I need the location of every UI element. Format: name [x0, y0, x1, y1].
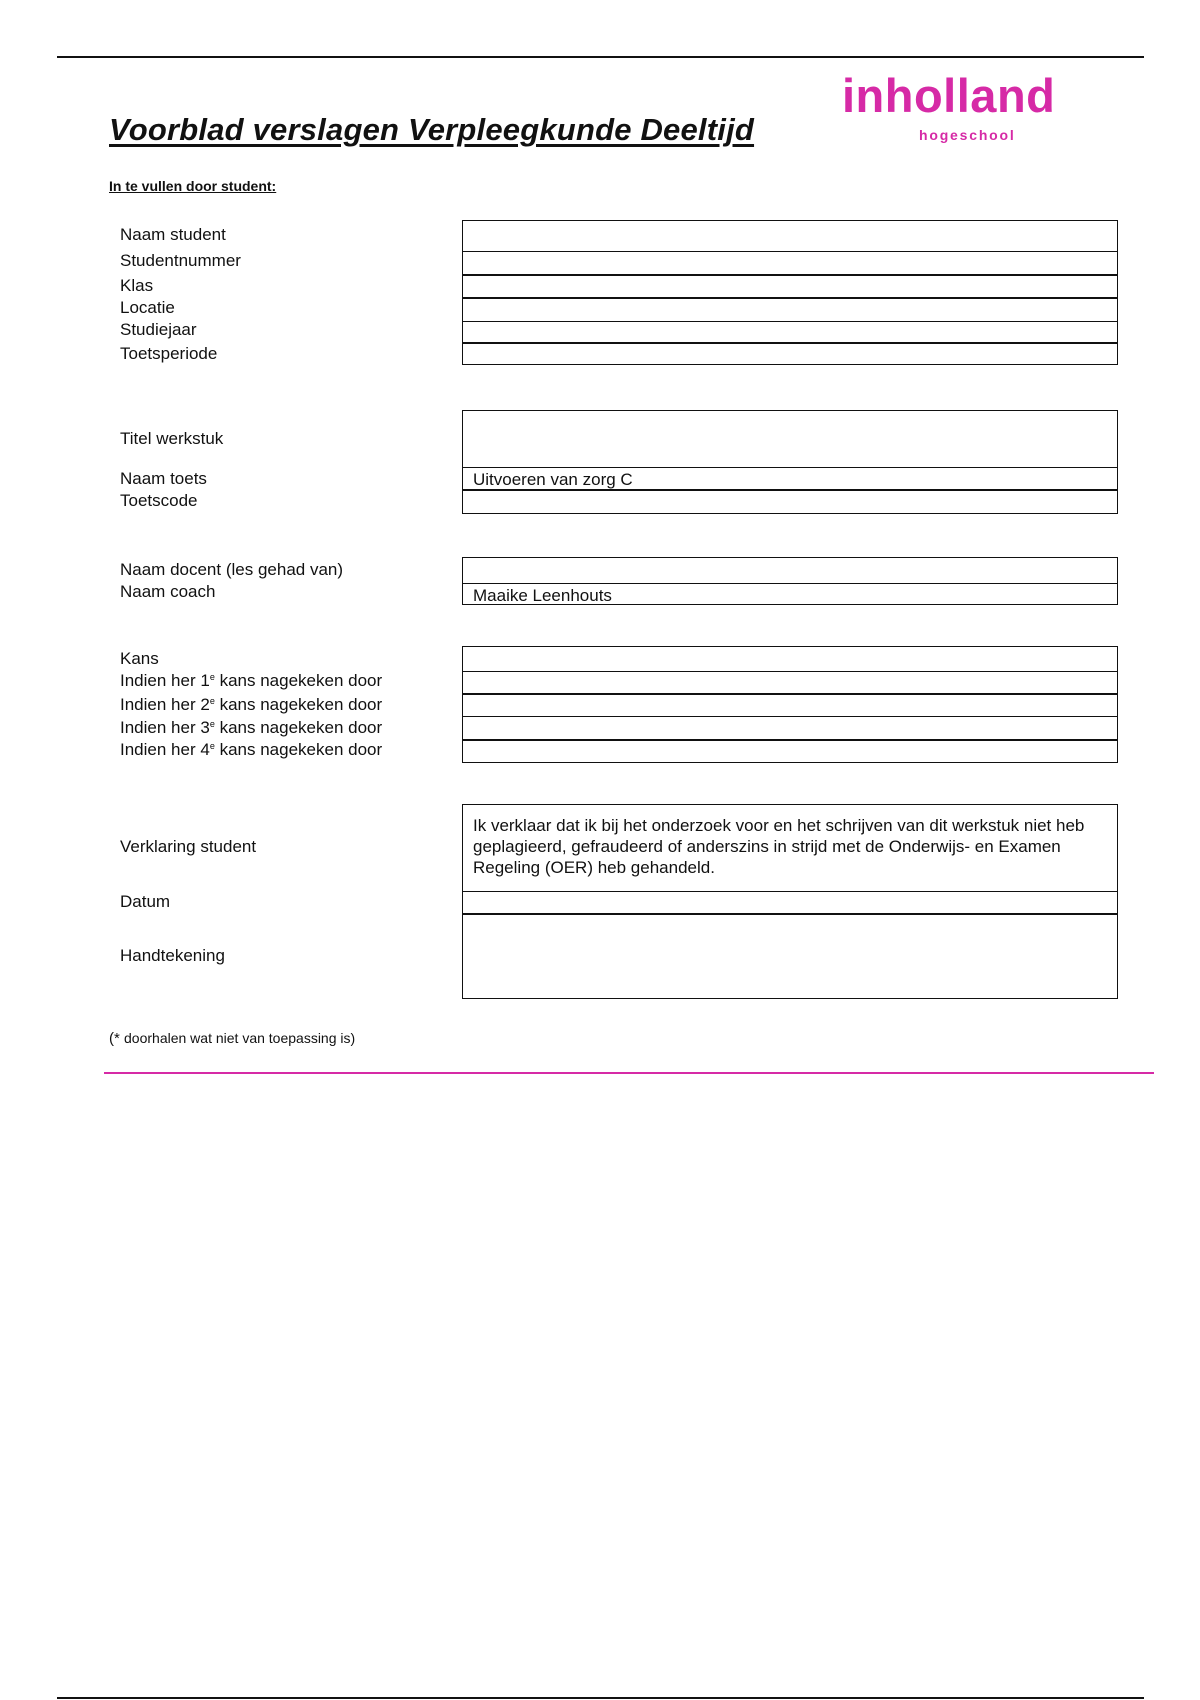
label-naam-coach: Naam coach — [120, 582, 216, 601]
label-naam-student: Naam student — [120, 225, 226, 244]
label-verklaring: Verklaring student — [120, 837, 257, 856]
field-studiejaar[interactable] — [462, 321, 1118, 344]
field-toetscode[interactable] — [462, 489, 1118, 514]
label-datum: Datum — [120, 892, 171, 911]
label-her-kans-4: Indien her 4e kans nagekeken door — [120, 740, 383, 759]
label-toetsperiode: Toetsperiode — [120, 344, 218, 363]
field-toetsperiode[interactable] — [462, 342, 1118, 365]
section-instruction: In te vullen door student: — [109, 178, 277, 194]
field-klas[interactable] — [462, 274, 1118, 299]
footnote: (* doorhalen wat niet van toepassing is) — [109, 1030, 356, 1047]
pink-divider — [104, 1072, 1154, 1074]
label-kans: Kans — [120, 649, 159, 668]
label-naam-toets: Naam toets — [120, 469, 207, 488]
label-studentnummer: Studentnummer — [120, 251, 241, 270]
page-title: Voorblad verslagen Verpleegkunde Deeltijd — [109, 112, 755, 147]
label-titel-werkstuk: Titel werkstuk — [120, 429, 224, 448]
field-locatie[interactable] — [462, 297, 1118, 322]
field-kans[interactable] — [462, 646, 1118, 672]
field-her-kans-2[interactable] — [462, 693, 1118, 717]
field-naam-student[interactable] — [462, 220, 1118, 252]
field-naam-toets[interactable]: Uitvoeren van zorg C — [462, 467, 1118, 491]
field-handtekening[interactable] — [462, 913, 1118, 999]
label-studiejaar: Studiejaar — [120, 320, 197, 339]
logo-wordmark: inholland — [842, 69, 1056, 122]
label-klas: Klas — [120, 276, 154, 295]
logo-subtext: hogeschool — [919, 127, 1016, 143]
field-her-kans-1[interactable] — [462, 671, 1118, 695]
label-toetscode: Toetscode — [120, 491, 198, 510]
field-naam-coach[interactable]: Maaike Leenhouts — [462, 583, 1118, 605]
field-datum[interactable] — [462, 891, 1118, 915]
label-handtekening: Handtekening — [120, 946, 225, 965]
label-naam-docent: Naam docent (les gehad van) — [120, 560, 344, 579]
field-her-kans-3[interactable] — [462, 716, 1118, 741]
label-her-kans-1: Indien her 1e kans nagekeken door — [120, 671, 383, 690]
field-studentnummer[interactable] — [462, 251, 1118, 276]
field-naam-docent[interactable] — [462, 557, 1118, 584]
top-rule — [57, 56, 1144, 58]
label-locatie: Locatie — [120, 298, 175, 317]
field-titel-werkstuk[interactable] — [462, 410, 1118, 468]
field-her-kans-4[interactable] — [462, 739, 1118, 763]
verklaring-text: Ik verklaar dat ik bij het onderzoek voor en het schrijven van dit werkstuk niet heb geplagieerd, gefraudeerd of anderszins in strijd met de Onderwijs- en Examen Regeling (OER) heb gehandeld. — [462, 804, 1118, 892]
inholland-logo — [842, 70, 1082, 150]
label-her-kans-3: Indien her 3e kans nagekeken door — [120, 718, 383, 737]
bottom-rule — [57, 1697, 1144, 1699]
label-her-kans-2: Indien her 2e kans nagekeken door — [120, 695, 383, 714]
